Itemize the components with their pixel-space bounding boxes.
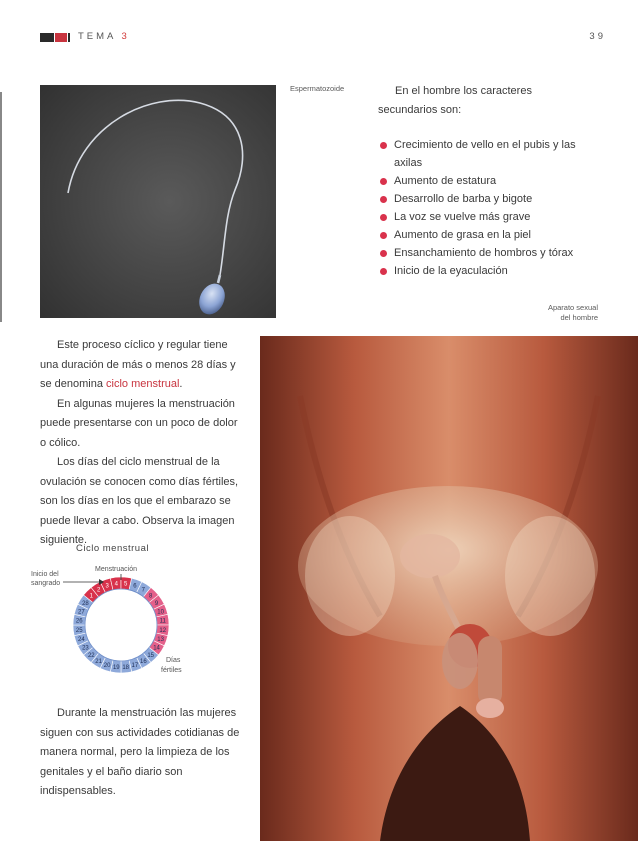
cycle-day-label: 26 (75, 618, 83, 625)
paragraph-cycle: Este proceso cíclico y regular tiene una duración de más o menos 28 días y se denomina ciclo menstrual. (40, 339, 236, 390)
topic-label: TEMA 3 (78, 31, 130, 42)
cycle-day-label: 4 (114, 581, 118, 588)
cycle-day-label: 1 (89, 593, 93, 600)
topic-number: 3 (121, 31, 130, 42)
menstrual-cycle-diagram (25, 558, 205, 688)
cycle-day-label: 22 (87, 652, 95, 659)
cycle-day-label: 5 (124, 581, 128, 588)
cycle-day-label: 3 (105, 583, 109, 590)
list-item: La voz se vuelve más grave (380, 208, 595, 226)
cycle-day-label: 9 (154, 600, 159, 607)
paragraph-fertile: Los días del ciclo menstrual de la ovulación se conocen como días fértiles, son los días en los que el embarazo se puede llevar a cabo. Observa la imagen siguiente. (40, 456, 239, 546)
list-item: Aumento de grasa en la piel (380, 226, 595, 244)
cycle-day-label: 11 (159, 618, 166, 625)
intro-line-1: En el hombre los caracteres (395, 85, 532, 97)
cycle-title: Ciclo menstrual (76, 543, 149, 554)
list-item: Crecimiento de vello en el pubis y las axilas (380, 136, 595, 172)
anatomy-illustration (260, 336, 638, 841)
cycle-day-label: 7 (141, 587, 146, 594)
label-fertile-line1: Días (166, 657, 181, 664)
sperm-photo (40, 85, 276, 318)
list-item: Ensanchamiento de hombros y tórax (380, 244, 595, 262)
highlight-ciclo-menstrual: ciclo menstrual (106, 378, 180, 390)
list-item: Inicio de la eyaculación (380, 262, 595, 280)
cycle-day-label: 6 (133, 583, 137, 590)
cycle-day-label: 8 (149, 593, 153, 600)
male-anatomy-image (260, 336, 638, 841)
traits-list (380, 136, 595, 280)
cycle-day-label: 27 (78, 609, 85, 616)
cycle-day-label: 21 (95, 658, 102, 665)
bullet-icon (380, 196, 387, 203)
intro-line-2: secundarios son: (378, 104, 462, 116)
header-bar-dark (40, 33, 54, 42)
body-text-top (40, 336, 245, 551)
cycle-ring (73, 577, 169, 673)
bullet-icon (380, 268, 387, 275)
list-item: Aumento de estatura (380, 172, 595, 190)
cycle-day-label: 15 (147, 652, 155, 659)
bullet-icon (380, 178, 387, 185)
cycle-day-label: 13 (157, 637, 164, 644)
paragraph-hygiene: Durante la menstruación las mujeres siguen con sus actividades cotidianas de manera normal, pero la limpieza de los genitales y el baño diario son indispensables. (40, 707, 240, 797)
cycle-day-label: 12 (159, 627, 167, 634)
sperm-image (40, 85, 276, 318)
cycle-day-label: 16 (140, 658, 147, 665)
cycle-day-label: 23 (82, 645, 89, 652)
cycle-day-label: 24 (78, 637, 85, 644)
cycle-day-label: 18 (122, 664, 130, 671)
bullet-icon (380, 142, 387, 149)
header-bar-dark-2 (68, 33, 70, 42)
cycle-day-label: 14 (153, 645, 160, 652)
caption-sperm: Espermatozoide (290, 84, 345, 93)
bullet-icon (380, 214, 387, 221)
paragraph-pain: En algunas mujeres la menstruación puede presentarse con un poco de dolor o cólico. (40, 397, 238, 449)
cycle-inner-circle (85, 589, 157, 661)
bullet-icon (380, 232, 387, 239)
label-menstruation: Menstruación (95, 566, 138, 573)
label-fertile-line2: fértiles (161, 667, 182, 674)
traits-intro (378, 82, 598, 120)
cycle-day-label: 20 (103, 662, 111, 669)
bullet-icon (380, 250, 387, 257)
page-edge-line (0, 92, 2, 322)
cycle-day-label: 2 (96, 587, 101, 594)
page-number: 39 (589, 31, 606, 42)
cycle-day-label: 17 (131, 662, 139, 669)
cycle-day-label: 10 (157, 609, 164, 616)
cycle-day-label: 25 (75, 627, 83, 634)
cycle-day-label: 28 (82, 600, 89, 607)
label-start-line1: Inicio del (31, 571, 59, 578)
label-start-line2: sangrado (31, 580, 61, 587)
body-text-bottom (40, 704, 245, 802)
header-bar-red (55, 33, 67, 42)
caption-anatomy: Aparato sexual del hombre (547, 303, 598, 322)
cycle-day-label: 19 (112, 664, 120, 671)
list-item: Desarrollo de barba y bigote (380, 190, 595, 208)
